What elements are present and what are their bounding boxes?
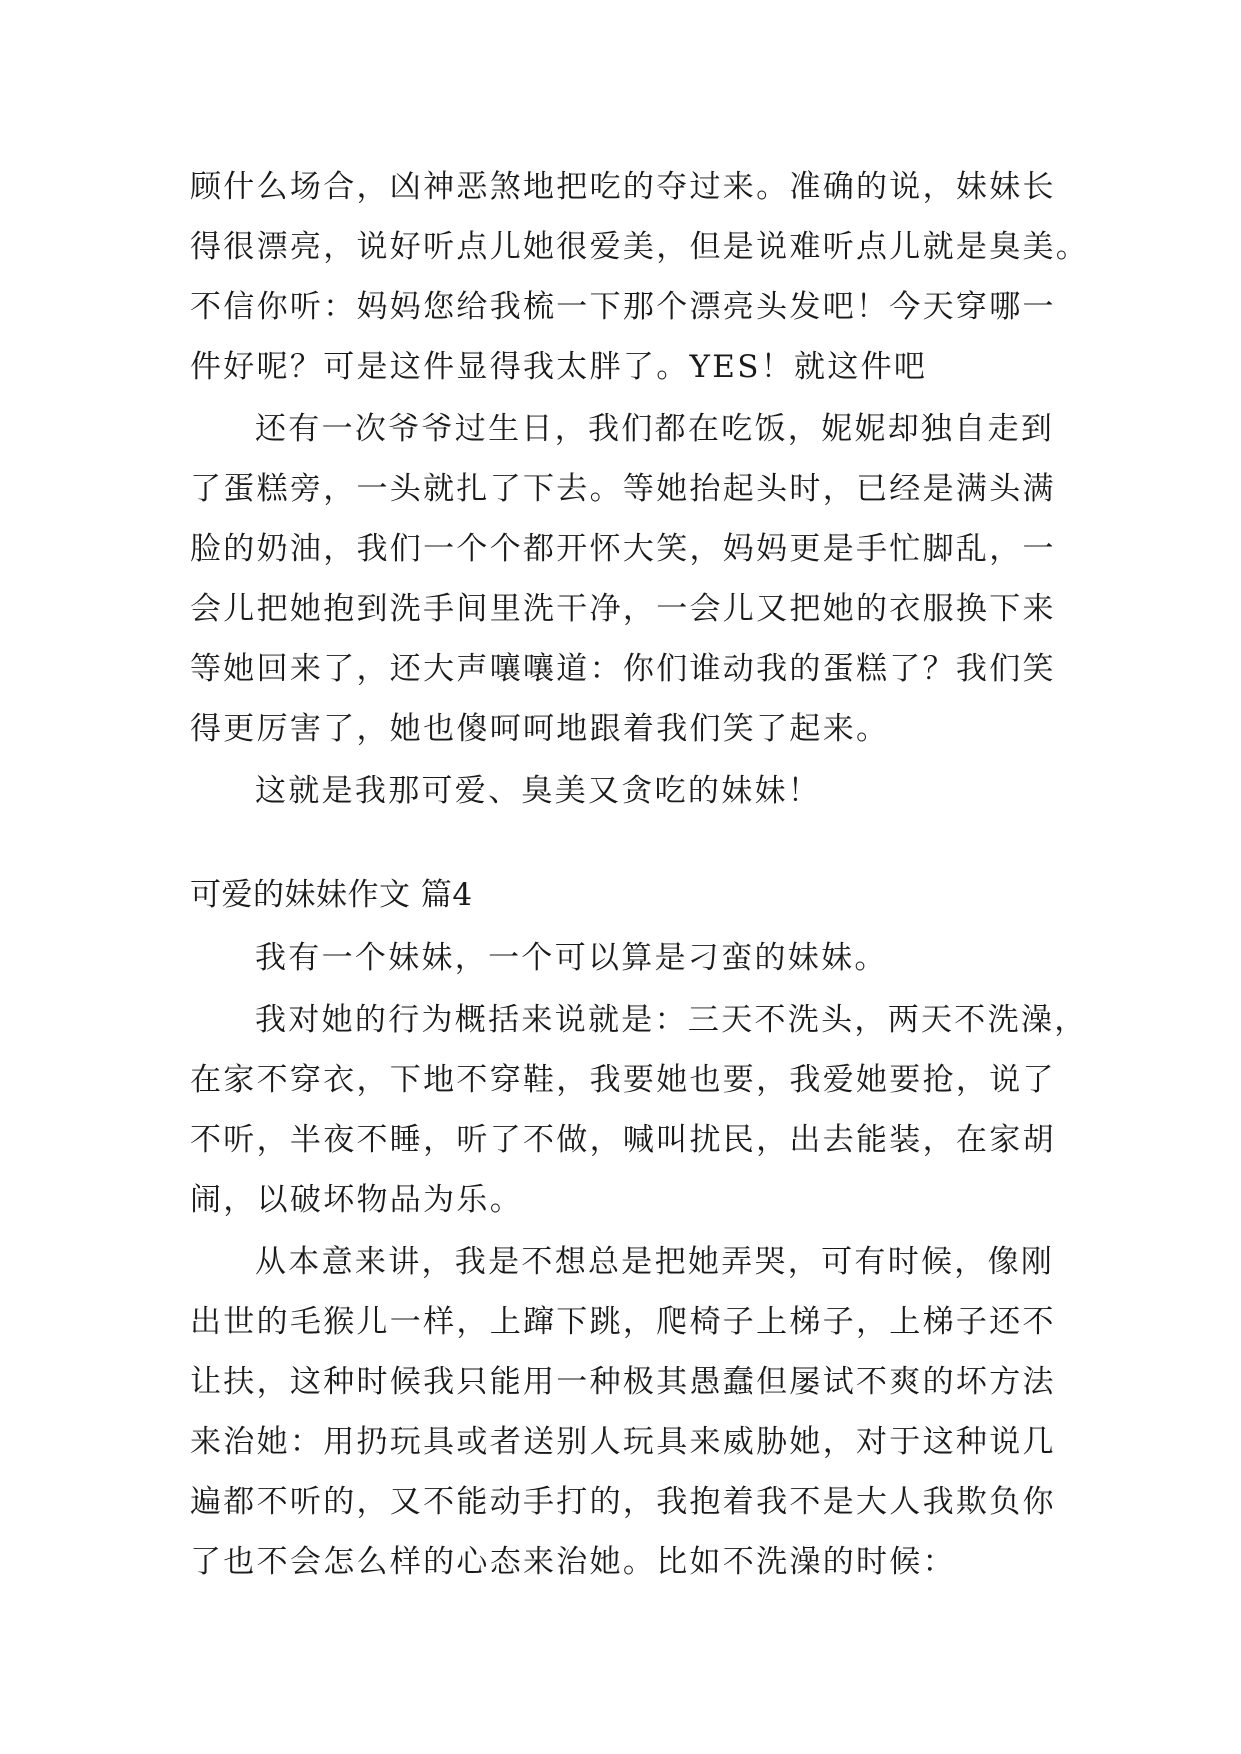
paragraph-line: 我有一个妹妹，一个可以算是刁蛮的妹妹。 <box>255 940 888 976</box>
paragraph-line: 从本意来讲，我是不想总是把她弄哭，可有时候，像刚 <box>255 1244 1055 1280</box>
paragraph-line: 遍都不听的，又不能动手打的，我抱着我不是大人我欺负你 <box>190 1484 1056 1520</box>
paragraph-line: 了也不会怎么样的心态来治她。比如不洗澡的时候： <box>190 1544 956 1580</box>
paragraph-line: 等她回来了，还大声嚷嚷道：你们谁动我的蛋糕了？我们笑 <box>190 651 1056 687</box>
paragraph-line: 还有一次爷爷过生日，我们都在吃饭，妮妮却独自走到 <box>255 411 1055 447</box>
paragraph-line: 我对她的行为概括来说就是：三天不洗头，两天不洗澡， <box>255 1002 1088 1038</box>
paragraph-line: 脸的奶油，我们一个个都开怀大笑，妈妈更是手忙脚乱，一 <box>190 531 1056 567</box>
paragraph-line: 不听，半夜不睡，听了不做，喊叫扰民，出去能装，在家胡 <box>190 1122 1056 1158</box>
paragraph-line: 不信你听：妈妈您给我梳一下那个漂亮头发吧！今天穿哪一 <box>190 289 1056 325</box>
paragraph-line: 顾什么场合，凶神恶煞地把吃的夺过来。准确的说，妹妹长 <box>190 169 1056 205</box>
paragraph-line: 出世的毛猴儿一样，上蹿下跳，爬椅子上梯子，上梯子还不 <box>190 1304 1056 1340</box>
paragraph-line: 件好呢？可是这件显得我太胖了。YES！就这件吧 <box>190 349 928 385</box>
section-heading: 可爱的妹妹作文 篇4 <box>190 877 473 913</box>
paragraph-line: 来治她：用扔玩具或者送别人玩具来威胁她，对于这种说几 <box>190 1424 1056 1460</box>
paragraph-line: 在家不穿衣，下地不穿鞋，我要她也要，我爱她要抢，说了 <box>190 1062 1056 1098</box>
paragraph-line: 了蛋糕旁，一头就扎了下去。等她抬起头时，已经是满头满 <box>190 471 1056 507</box>
paragraph-line: 得更厉害了，她也傻呵呵地跟着我们笑了起来。 <box>190 711 890 747</box>
paragraph-line: 会儿把她抱到洗手间里洗干净，一会儿又把她的衣服换下来 <box>190 591 1056 627</box>
paragraph-line: 闹，以破坏物品为乐。 <box>190 1182 523 1218</box>
paragraph-line: 这就是我那可爱、臭美又贪吃的妹妹！ <box>255 773 822 809</box>
paragraph-line: 让扶，这种时候我只能用一种极其愚蠢但屡试不爽的坏方法 <box>190 1364 1056 1400</box>
paragraph-line: 得很漂亮，说好听点儿她很爱美，但是说难听点儿就是臭美。 <box>190 229 1090 265</box>
